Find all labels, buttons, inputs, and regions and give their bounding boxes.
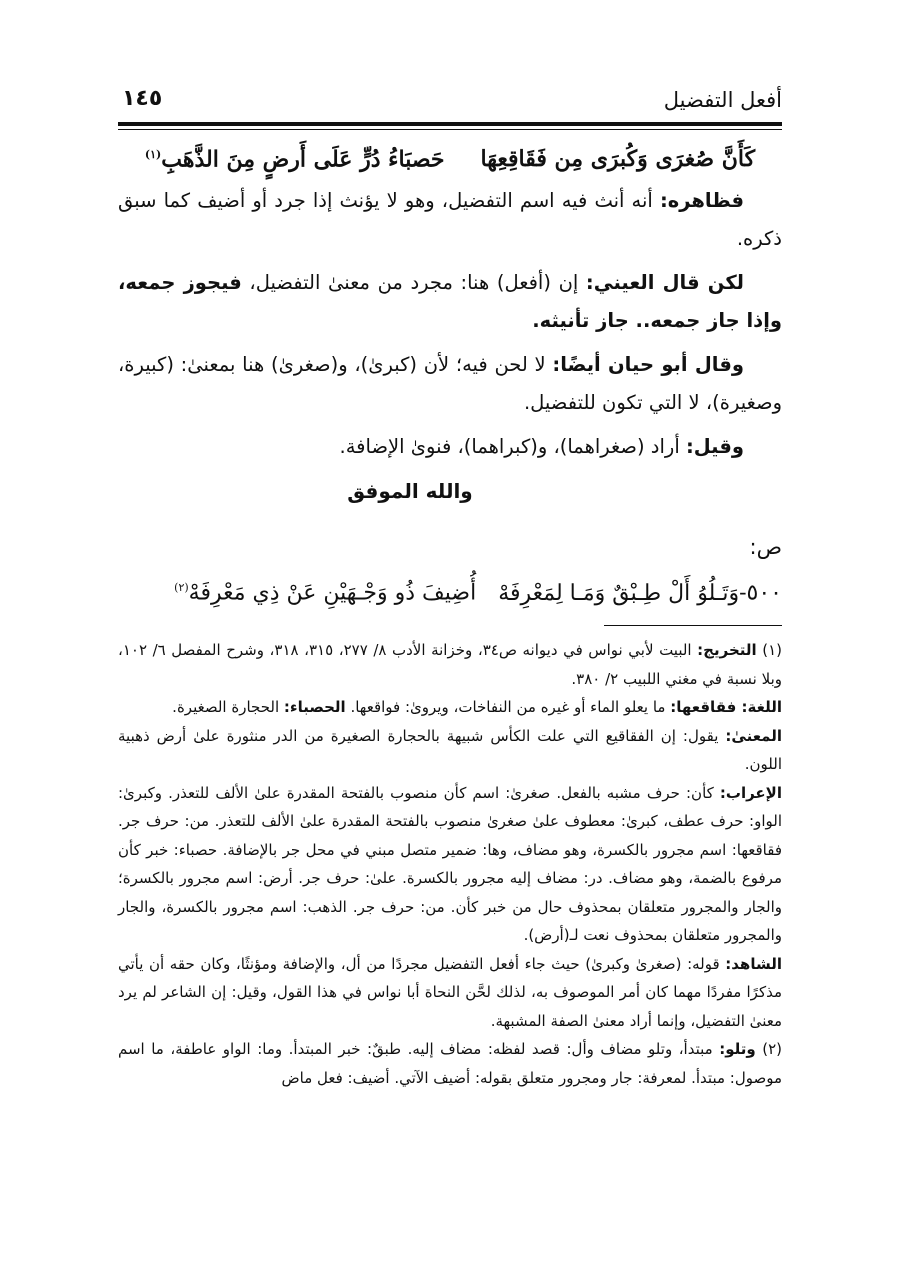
lugha-text-2: الحجارة الصغيرة. (172, 698, 284, 716)
lugha-text-1: ما يعلو الماء أو غيره من النفاخات، ويروىٰ: فواقعها. (345, 698, 671, 716)
footnote-1-lead: التخريج: (697, 641, 757, 659)
paragraph-1 (118, 182, 782, 258)
irab-text: كأن: حرف مشبه بالفعل. صغرىٰ: اسم كأن منصوب بالفتحة المقدرة علىٰ الألف للتعذر. وكبرىٰ: الواو: حرف عطف، كبرىٰ: معطوف علىٰ صغرىٰ منصوب بالفتحة المقدرة علىٰ الألف للتعذر. من: حرف جر. فقاقعها: اسم مجرور بالكسرة، وهو مضاف، وها: ضمير متصل مبني في محل جر بالإضافة. حصباء: خبر كأن مرفوع بالضمة، وهو مضاف. در: مضاف إليه مجرور بالكسرة. علىٰ: حرف جر. أرض: اسم مجرور بالكسرة؛ والجار والمجرور متعلقان بمحذوف حال من خبر كأن. من: حرف جر. الذهب: اسم مجرور بالكسرة، والجار والمجرور متعلقان بمحذوف نعت لـ(أرض). (118, 783, 782, 944)
paragraph-4-lead: وقيل: (685, 435, 744, 459)
verse-first-hemistich: كَأَنَّ صُغرَى وَكُبرَى مِن فَقَاقِعِهَا (480, 146, 756, 173)
verse-number: ٥٠٠- (739, 580, 782, 606)
alfiyya-first-hemistich: وَتَـلُوُ أَلْ طِـبْقٌ وَمَـا لِمَعْرِفَهْ (498, 580, 740, 606)
footnote-2-marker: (٢) (762, 1040, 782, 1058)
text-section-label: ص: (749, 535, 782, 560)
paragraph-3-text: لا لحن فيه؛ لأن (كبرىٰ)، و(صغرىٰ) هنا بمعنىٰ: (كبيرة، وصغيرة)، لا التي تكون للتفضيل. (118, 353, 782, 415)
main-text (118, 132, 782, 616)
paragraph-2 (118, 264, 782, 340)
footnote-lugha (118, 693, 782, 722)
alfiyya-second-hemistich: أُضِيفَ ذُو وَجْـهَيْنِ عَنْ ذِي مَعْرِفَهْ (188, 580, 477, 606)
footnote-irab (118, 779, 782, 950)
header-rule-thick (118, 122, 782, 126)
alfiyya-verse (118, 566, 782, 615)
closing-phrase: والله الموفق (347, 479, 473, 504)
maana-text: يقول: إن الفقاقيع التي علت الكأس شبيهة بالحجارة الصغيرة من الدر منثورة علىٰ أرض ذهبية اللون. (118, 726, 782, 773)
footnote-1-marker: (١) (762, 641, 783, 659)
lugha-lead: اللغة: فقاقعها: (670, 698, 782, 716)
paragraph-2-text: إن (أفعل) هنا: مجرد من معنىٰ التفضيل، (241, 271, 586, 295)
paragraph-3 (118, 346, 782, 422)
footnote-2-lead: وتلو: (719, 1040, 756, 1058)
footnote-maana (118, 722, 782, 779)
page-header (118, 82, 782, 122)
verse-second-hemistich (145, 132, 445, 182)
maana-lead: المعنىٰ: (725, 726, 782, 745)
footnote-separator (604, 625, 782, 626)
paragraph-3-lead: وقال أبو حيان أيضًا: (552, 353, 744, 377)
footnote-shahid (118, 950, 782, 1036)
verse-second-text: حَصبَاءُ دُرٍّ عَلَى أَرضٍ مِنَ الذَّهَبِ (161, 146, 445, 173)
paragraph-4 (118, 428, 782, 466)
running-title: أفعل التفضيل (663, 88, 782, 112)
footnote-1-text: البيت لأبي نواس في ديوانه ص٣٤، وخزانة الأدب ٨/ ٢٧٧، ٣١٥، ٣١٨، وشرح المفصل ٦/ ١٠٢، وبلا نسبة في مغني اللبيب ٢/ ٣٨٠. (118, 641, 782, 688)
paragraph-4-text: أراد (صغراهما)، و(كبراهما)، فنوىٰ الإضافة. (339, 435, 686, 459)
footnote-2-text: مبتدأ، وتلو مضاف وأل: قصد لفظه: مضاف إليه. طبقٌ: خبر المبتدأ. وما: الواو عاطفة، ما اسم موصول: مبتدأ. لمعرفة: جار ومجرور متعلق بقوله: أضيف الآتي. أضيف: فعل ماض (118, 1040, 782, 1087)
footnote-2 (118, 1035, 782, 1092)
footnote-ref-2[interactable]: (٢) (174, 581, 189, 595)
page-number: ١٤٥ (122, 86, 163, 111)
shahid-lead: الشاهد: (725, 954, 782, 973)
header-rule-thin (118, 129, 782, 130)
paragraph-1-text: أنه أنث فيه اسم التفضيل، وهو لا يؤنث إذا جرد أو أضيف كما سبق ذكره. (118, 189, 782, 251)
lugha-bold-2: الحصباء: (283, 698, 346, 716)
poetry-verse (118, 132, 782, 182)
paragraph-2-lead: لكن قال العيني: (585, 271, 744, 295)
irab-lead: الإعراب: (719, 783, 782, 802)
footnote-1 (118, 636, 782, 693)
paragraph-1-lead: فظاهره: (659, 189, 744, 213)
paragraph-2-bold: فيجوز جمعه، وإذا جاز جمعه.. جاز تأنيثه. (118, 271, 782, 333)
footnote-ref-1[interactable]: (١) (144, 148, 162, 161)
shahid-text: قوله: (صغرىٰ وكبرىٰ) حيث جاء أفعل التفضيل مجردًا من أل، والإضافة ومؤنثًا، وكان حقه أن يأتي مذكرًا مفردًا مهما كان أمر الموصوف به، لذلك لحَّن النحاة أبا نواس في هذا القول، وقيل: إن الشاعر لم يرد معنىٰ التفضيل، وإنما أراد معنىٰ الصفة المشبهة. (118, 954, 782, 1030)
footnotes (118, 636, 782, 1092)
